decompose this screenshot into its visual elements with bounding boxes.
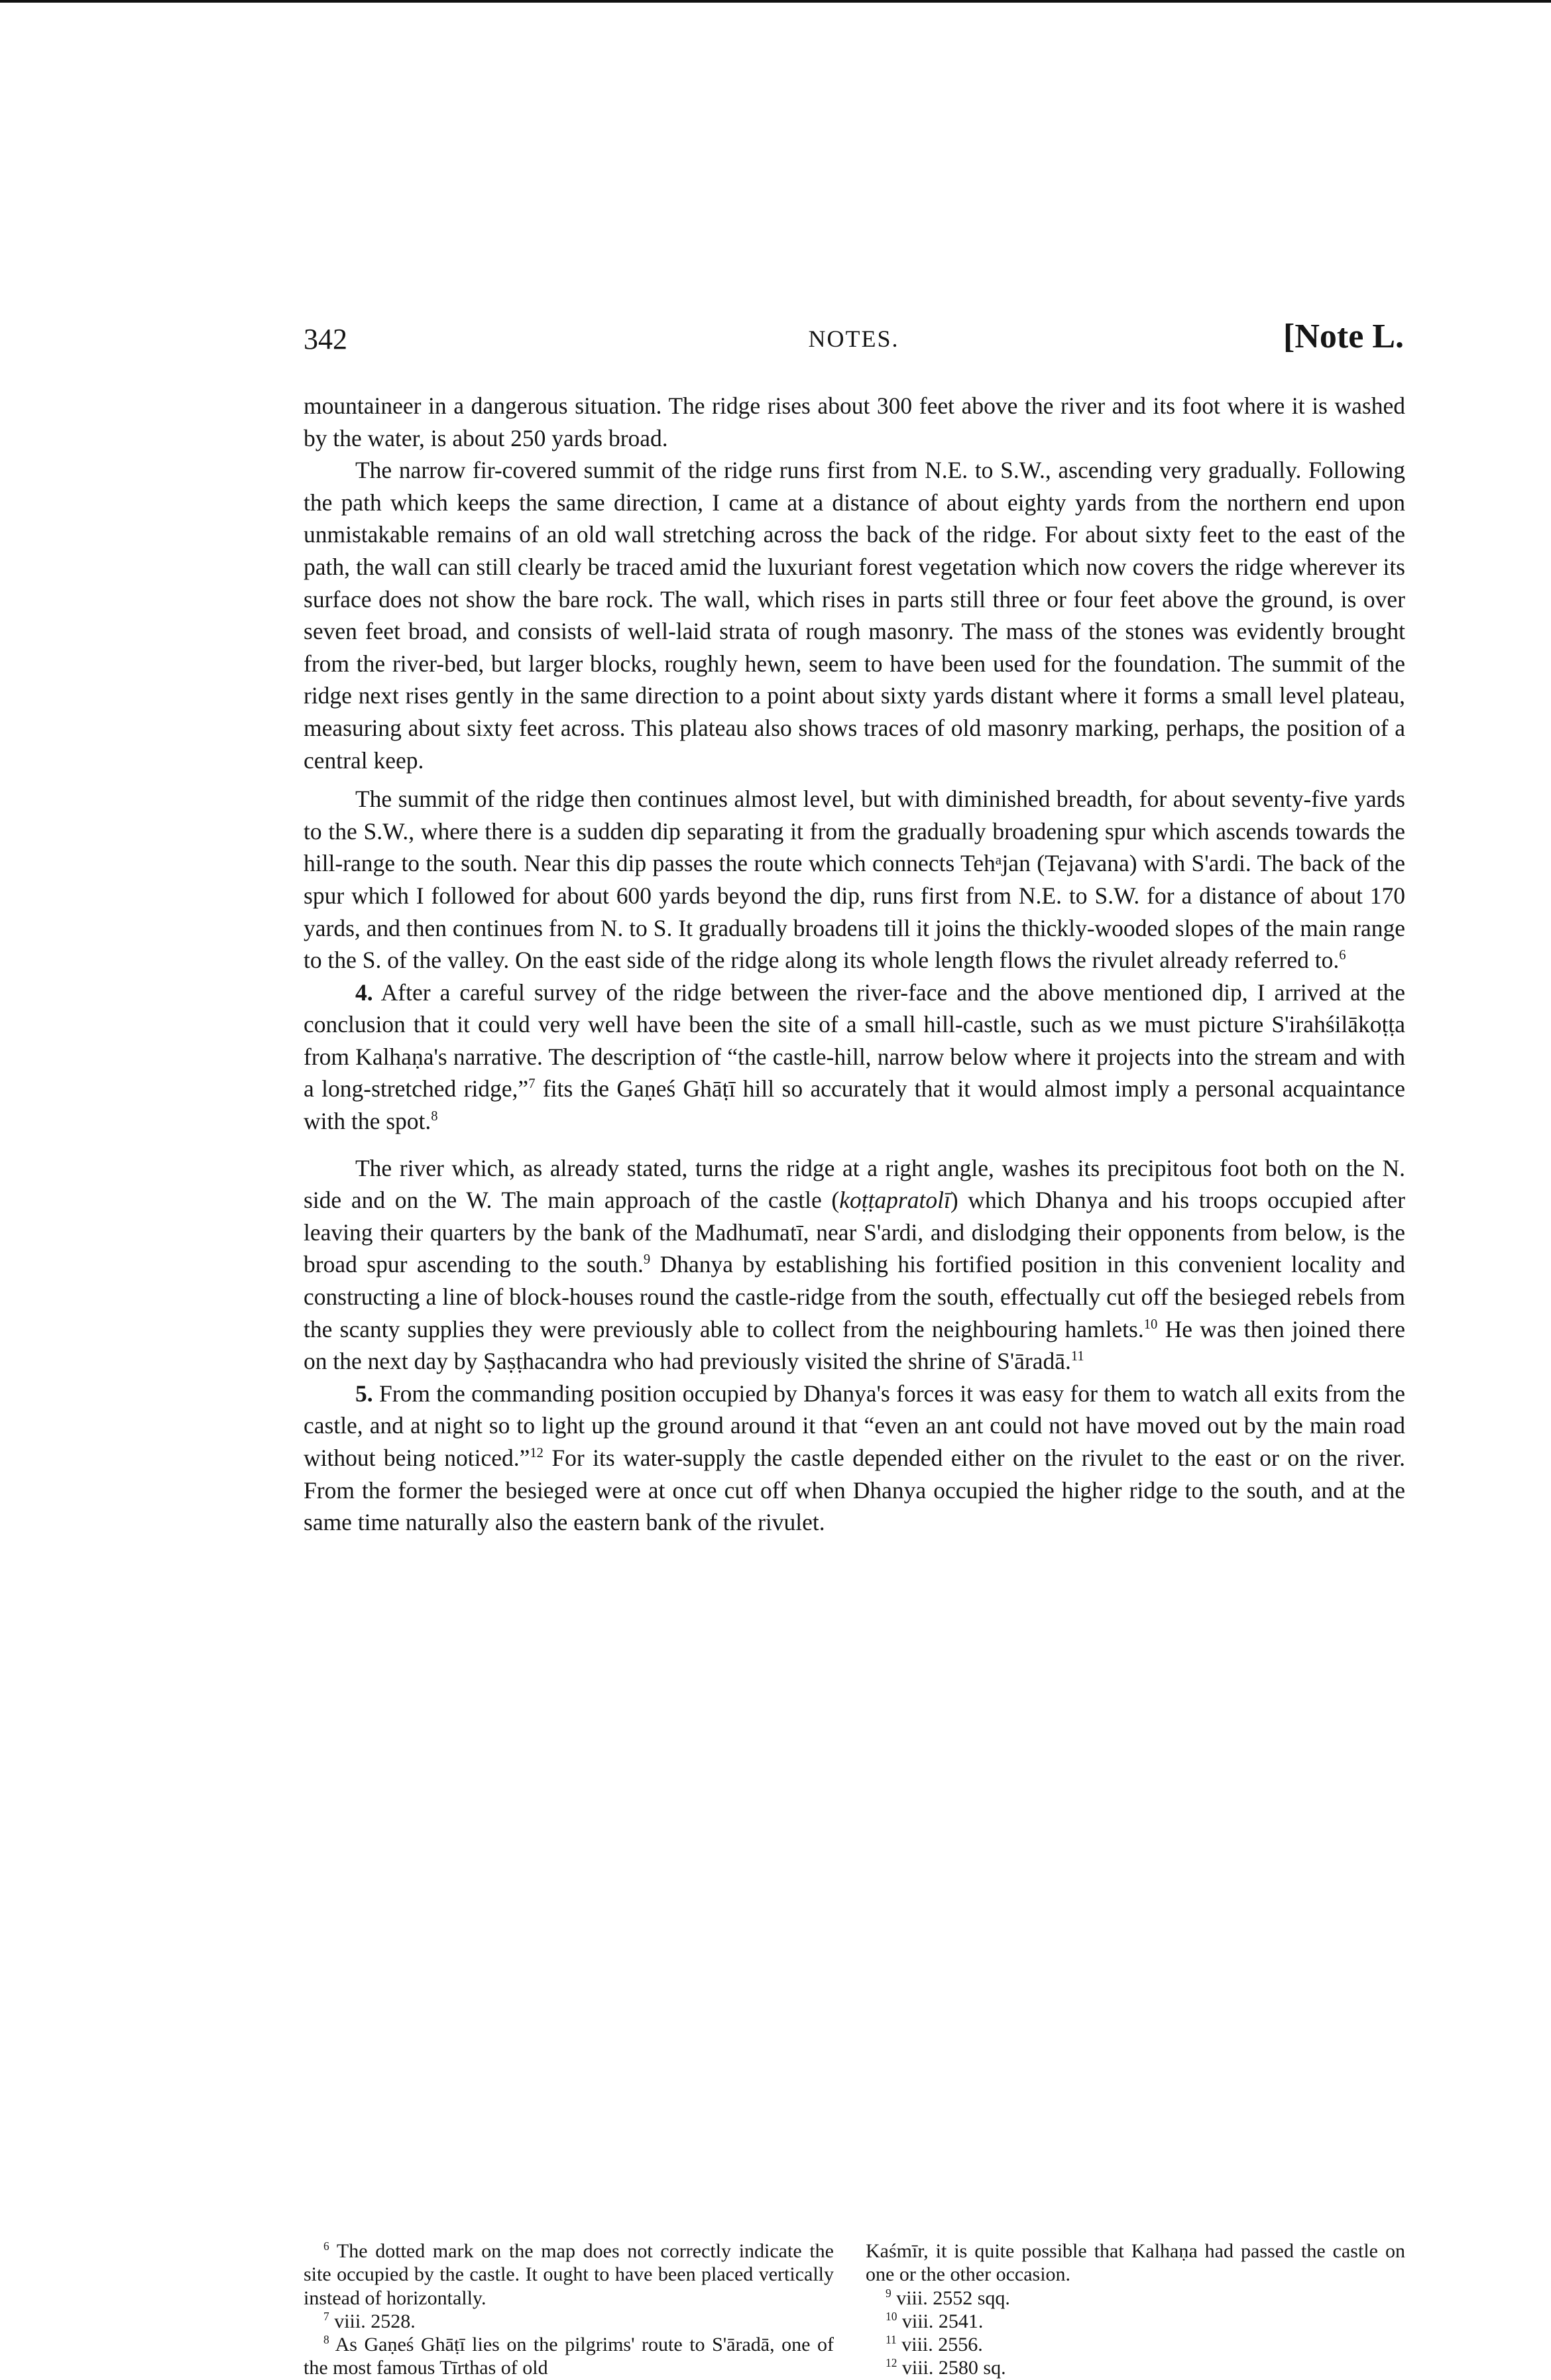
- footnote-11: $^{11}$ viii. 2556.: [886, 2333, 983, 2356]
- footnotes-left-column: [304, 2239, 834, 2380]
- footnote-7: $^7$ viii. 2528.: [323, 2309, 416, 2332]
- paragraph: mountaineer in a dangerous situation. The ridge rises about 300 feet above the river and its foot where it is washed by the water, is about 250 yards broad.: [304, 392, 1405, 451]
- paragraph-section-4: 4. After a careful survey of the ridge between the river-face and the above mentioned dip, I arrived at the conclusion that it could very well have been the site of a small hill-castle, such as we must picture S'irahśilākoṭṭa from Kalhaṇa's narrative. The description of “the castle-hill, narrow below where it projects into the stream and with a long-stretched ridge,”$^7$ fits the Gaṇeś Ghāṭī hill so accurately that it would almost imply a personal acquaintance with the spot.$^8$: [304, 979, 1406, 1135]
- paragraph: The summit of the ridge then continues almost level, but with diminished breadth, for about seventy-five yards to the S.W., where there is a sudden dip separating it from the gradually broadening spur which ascends towards the hill-range to the south. Near this dip passes the route which connects Tehᵃjan (Tejavana) with S'ardi. The back of the spur which I followed for about 600 yards beyond the dip, runs first from N.E. to S.W. for a distance of about 170 yards, and then continues from N. to S. It gradually broadens till it joins the thickly-wooded slopes of the main range to the S. of the valley. On the east side of the ridge along its whole length flows the rivulet already referred to.$^6$: [304, 786, 1405, 974]
- footnote-8-continued: Kaśmīr, it is quite possible that Kalhaṇa had passed the castle on one or the other occasion.: [866, 2240, 1405, 2286]
- footnote-ref: 12: [530, 1446, 544, 1461]
- footnote-10: $^{10}$ viii. 2541.: [886, 2309, 984, 2332]
- footnote-ref: 10: [1143, 1317, 1158, 1332]
- paragraph: The narrow fir-covered summit of the ridge runs first from N.E. to S.W., ascending very gradually. Following the path which keeps the same direction, I came at a distance of about eighty yards from the northern end upon unmistakable remains of an old wall stretching across the back of the ridge. For about sixty feet to the east of the path, the wall can still clearly be traced amid the luxuriant forest vegetation which now covers the ridge wherever its surface does not show the bare rock. The wall, which rises in parts still three or four feet above the ground, is over seven feet broad, and consists of well-laid strata of rough masonry. The mass of the stones was evidently brought from the river-bed, but larger blocks, roughly hewn, seem to have been used for the foundation. The summit of the ridge next rises gently in the same direction to a point about sixty yards distant where it forms a small level plateau, measuring about sixty feet across. This plateau also shows traces of old masonry marking, perhaps, the position of a central keep.: [304, 457, 1405, 774]
- running-head: NOTES.: [808, 326, 899, 352]
- page-header: [304, 317, 1404, 363]
- footnote-ref: 7: [528, 1077, 536, 1092]
- footnote-ref: 9: [643, 1252, 651, 1268]
- section-number: 5.: [355, 1380, 373, 1407]
- italic-term: koṭṭapratolī: [839, 1187, 950, 1214]
- footnote-9: $^9$ viii. 2552 sqq.: [886, 2286, 1010, 2309]
- footnote-6: $^6$ The dotted mark on the map does not correctly indicate the site occupied by the castle. It ought to have been placed vertically instead of horizontally.: [304, 2239, 834, 2309]
- footnote-ref: 11: [1070, 1349, 1084, 1364]
- top-border-line: [0, 0, 1551, 3]
- footnote-ref: 8: [431, 1109, 438, 1124]
- note-label: [Note L.: [1283, 318, 1404, 355]
- paragraph: The river which, as already stated, turns the ridge at a right angle, washes its precipitous foot both on the N. side and on the W. The main approach of the castle (koṭṭapratolī) which Dhanya and his troops occupied after leaving their quarters by the bank of the Madhumatī, near S'ardi, and dislodging their opponents from below, is the broad spur ascending to the south.$^9$ Dhanya by establishing his fortified position in this convenient locality and constructing a line of block-houses round the castle-ridge from the south, effectually cut off the besieged rebels from the scanty supplies they were previously able to collect from the neighbouring hamlets.$^{10}$ He was then joined there on the next day by Ṣaṣṭhacandra who had previously visited the shrine of S'āradā.$^{11}$: [304, 1154, 1406, 1375]
- footnotes-right-column: [866, 2239, 1405, 2380]
- paragraph-section-5: 5. From the commanding position occupied by Dhanya's forces it was easy for them to watch all exits from the castle, and at night so to light up the ground around it that “even an ant could not have moved out by the main road without being noticed.”$^{12}$ For its water-supply the castle depended either on the rivulet to the east or on the river. From the former the besieged were at once cut off when Dhanya occupied the higher ridge to the south, and at the same time naturally also the eastern bank of the rivulet.: [304, 1380, 1406, 1536]
- section-number: 4.: [355, 979, 373, 1006]
- footnote-ref: 6: [1339, 948, 1346, 963]
- footnote-8: $^8$ As Gaṇeś Ghāṭī lies on the pilgrims' route to S'āradā, one of the most famous Tīrthas of old: [304, 2333, 834, 2379]
- page-number: 342: [304, 323, 347, 355]
- body-text: [304, 390, 1405, 1539]
- footnote-12: $^{12}$ viii. 2580 sq.: [886, 2356, 1006, 2379]
